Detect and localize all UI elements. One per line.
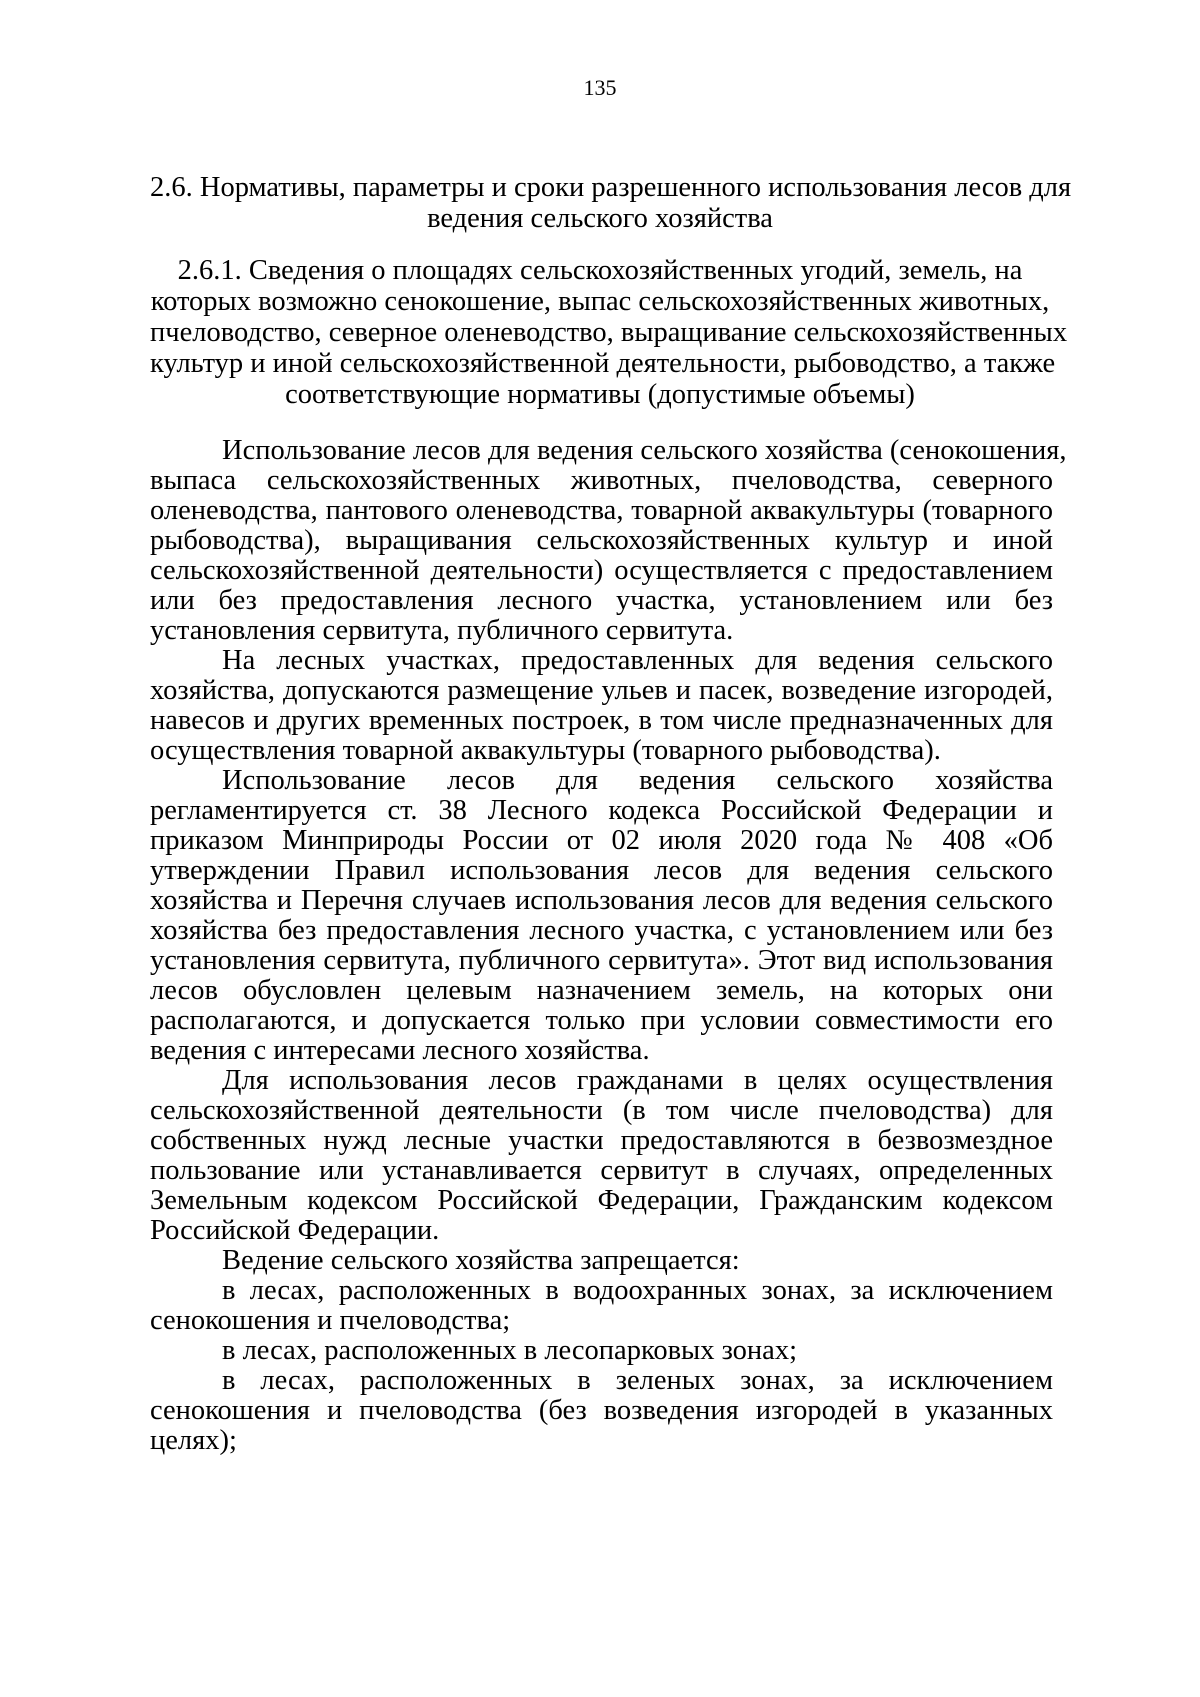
body-line: Ведение сельского хозяйства запрещается: [222, 1245, 740, 1276]
list-item-line: в лесах, расположенных в зеленых зонах, за исключением [222, 1365, 1053, 1396]
section-heading-line: 2.6. Нормативы, параметры и сроки разрешенного использования лесов для [150, 172, 1072, 203]
list-item-line: в лесах, расположенных в водоохранных зонах, за исключением [222, 1275, 1053, 1306]
body-line: располагаются, и допускается только при условии совместимости его [150, 1005, 1053, 1036]
section-heading-line: ведения сельского хозяйства [427, 203, 773, 234]
body-line: приказом Минприроды России от 02 июля 2020 года № 408 «Об [150, 825, 1053, 856]
body-line: Использование лесов для ведения сельского хозяйства (сенокошения, [222, 435, 1067, 466]
body-line: выпаса сельскохозяйственных животных, пчеловодства, северного [150, 465, 1053, 496]
list-item-line: целях); [150, 1425, 237, 1456]
body-line: Использование лесов для ведения сельского хозяйства [222, 765, 1053, 796]
subsection-heading-line: соответствующие нормативы (допустимые объемы) [285, 379, 915, 410]
list-item-line: сенокошения и пчеловодства (без возведения изгородей в указанных [150, 1395, 1053, 1426]
body-line: ведения с интересами лесного хозяйства. [150, 1035, 650, 1066]
body-line: установления сервитута, публичного сервитута». Этот вид использования [150, 945, 1053, 976]
body-line: Российской Федерации. [150, 1215, 440, 1246]
body-line: лесов обусловлен целевым назначением земель, на которых они [150, 975, 1053, 1006]
body-line: Земельным кодексом Российской Федерации, Гражданским кодексом [150, 1185, 1053, 1216]
body-line: утверждении Правил использования лесов для ведения сельского [150, 855, 1053, 886]
body-line: собственных нужд лесные участки предоставляются в безвозмездное [150, 1125, 1053, 1156]
body-line: регламентируется ст. 38 Лесного кодекса Российской Федерации и [150, 795, 1053, 826]
subsection-heading-line: пчеловодство, северное оленеводство, выращивание сельскохозяйственных [150, 317, 1068, 348]
list-item-line: в лесах, расположенных в лесопарковых зонах; [222, 1335, 797, 1366]
body-line: хозяйства без предоставления лесного участка, с установлением или без [150, 915, 1053, 946]
list-item-line: сенокошения и пчеловодства; [150, 1305, 511, 1336]
body-line: На лесных участках, предоставленных для ведения сельского [222, 645, 1053, 676]
body-line: навесов и других временных построек, в том числе предназначенных для [150, 705, 1053, 736]
body-line: или без предоставления лесного участка, установлением или без [150, 585, 1053, 616]
body-line: пользование или устанавливается сервитут в случаях, определенных [150, 1155, 1053, 1186]
body-line: сельскохозяйственной деятельности (в том числе пчеловодства) для [150, 1095, 1053, 1126]
page-number: 135 [583, 75, 617, 100]
subsection-heading-line: культур и иной сельскохозяйственной деятельности, рыбоводство, а также [150, 348, 1056, 379]
body-line: сельскохозяйственной деятельности) осуществляется с предоставлением [150, 555, 1053, 586]
subsection-heading-line: которых возможно сенокошение, выпас сельскохозяйственных животных, [150, 286, 1050, 317]
body-line: хозяйства и Перечня случаев использования лесов для ведения сельского [150, 885, 1053, 916]
body-line: осуществления товарной аквакультуры (товарного рыбоводства). [150, 735, 941, 766]
body-line: установления сервитута, публичного сервитута. [150, 615, 734, 646]
body-line: хозяйства, допускаются размещение ульев и пасек, возведение изгородей, [150, 675, 1053, 706]
body-line: рыбоводства), выращивания сельскохозяйственных культур и иной [150, 525, 1053, 556]
body-line: Для использования лесов гражданами в целях осуществления [222, 1065, 1053, 1096]
subsection-heading-line: 2.6.1. Сведения о площадях сельскохозяйственных угодий, земель, на [177, 255, 1023, 286]
body-line: оленеводства, пантового оленеводства, товарной аквакультуры (товарного [150, 495, 1053, 526]
